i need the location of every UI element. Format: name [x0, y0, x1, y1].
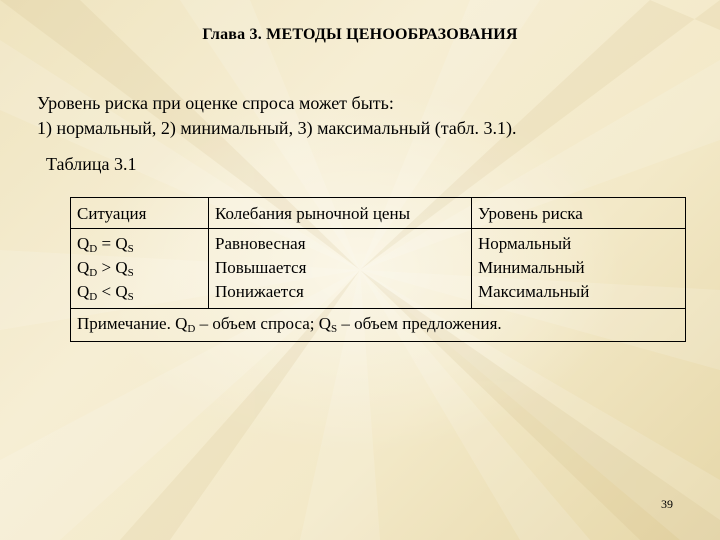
- risk-table: [70, 197, 686, 342]
- note-part-3: – объем предложения.: [337, 314, 502, 333]
- note-subscript-d: D: [187, 323, 196, 335]
- page-number: 39: [661, 497, 673, 511]
- relation: > Q: [97, 258, 128, 277]
- risk-level-3: Максимальный: [478, 282, 590, 301]
- subscript-d: D: [89, 243, 98, 255]
- intro-line-2: 1) нормальный, 2) минимальный, 3) максимальный (табл. 3.1).: [37, 118, 517, 138]
- note-part-1: Примечание. Q: [77, 314, 188, 333]
- situation-1: [77, 232, 208, 256]
- risk-levels-cell: [472, 229, 686, 309]
- header-situation: Ситуация: [71, 198, 209, 229]
- price-fluctuations-cell: [209, 229, 472, 309]
- subscript-s: S: [127, 267, 134, 279]
- table-header-row: [71, 198, 686, 229]
- price-fluctuation-2: Повышается: [215, 258, 307, 277]
- situation-3: [77, 280, 208, 304]
- table-note: [71, 309, 686, 342]
- relation: = Q: [97, 234, 128, 253]
- risk-level-2: Минимальный: [478, 258, 585, 277]
- symbol-q: Q: [77, 234, 90, 253]
- table-caption: Таблица 3.1: [46, 154, 137, 174]
- price-fluctuation-1: Равновесная: [215, 234, 306, 253]
- intro-line-1: Уровень риска при оценке спроса может быть:: [37, 93, 394, 113]
- situation-2: [77, 256, 208, 280]
- intro-text: [37, 91, 516, 141]
- subscript-d: D: [89, 291, 98, 303]
- symbol-q: Q: [77, 282, 90, 301]
- header-price-fluctuation: Колебания рыночной цены: [209, 198, 472, 229]
- symbol-q: Q: [77, 258, 90, 277]
- subscript-d: D: [89, 267, 98, 279]
- table-note-row: [71, 309, 686, 342]
- table-body-row: [71, 229, 686, 309]
- chapter-title: Глава 3. МЕТОДЫ ЦЕНООБРАЗОВАНИЯ: [202, 26, 518, 43]
- price-fluctuation-3: Понижается: [215, 282, 304, 301]
- risk-level-1: Нормальный: [478, 234, 572, 253]
- subscript-s: S: [127, 243, 134, 255]
- header-risk-level: Уровень риска: [472, 198, 686, 229]
- note-part-2: – объем спроса; Q: [195, 314, 332, 333]
- situations-cell: [71, 229, 209, 309]
- relation: < Q: [97, 282, 128, 301]
- note-subscript-s: S: [331, 323, 338, 335]
- subscript-s: S: [127, 291, 134, 303]
